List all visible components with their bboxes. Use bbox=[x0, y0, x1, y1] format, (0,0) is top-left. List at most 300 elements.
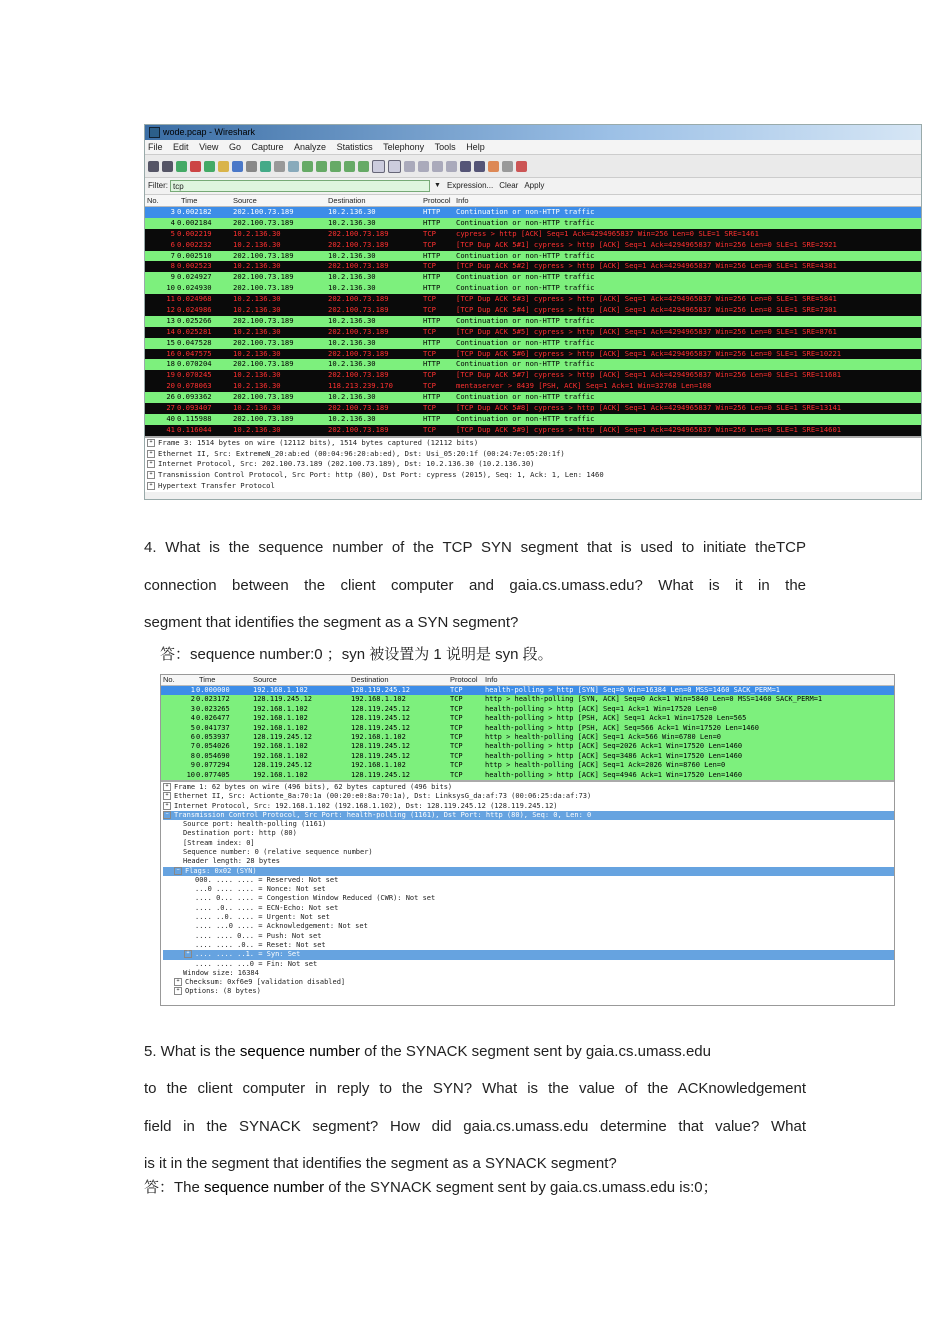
packet-destination: 10.2.136.30 bbox=[328, 217, 376, 227]
packet-row[interactable] bbox=[161, 733, 894, 742]
packet-source: 10.2.136.30 bbox=[233, 381, 281, 391]
help-icon[interactable] bbox=[516, 161, 527, 172]
packet-row[interactable] bbox=[145, 338, 921, 349]
detail-line[interactable] bbox=[163, 904, 894, 913]
packet-row[interactable] bbox=[161, 695, 894, 704]
expand-icon[interactable]: + bbox=[174, 987, 182, 995]
filter-dropdown-icon[interactable]: ▼ bbox=[434, 182, 441, 189]
packet-row[interactable] bbox=[145, 229, 921, 240]
packet-info: Continuation or non-HTTP traffic bbox=[456, 207, 595, 216]
menu-help[interactable]: Help bbox=[466, 142, 485, 152]
packet-protocol: TCP bbox=[423, 294, 436, 304]
packet-destination: 128.119.245.12 bbox=[351, 742, 411, 751]
packet-row[interactable] bbox=[145, 261, 921, 272]
stop-capture-icon[interactable] bbox=[190, 161, 201, 172]
packet-info: health-polling > http [SYN] Seq=0 Win=16384 Len=0 MSS=1460 SACK_PERM=1 bbox=[485, 686, 781, 694]
packet-no: 6 bbox=[170, 239, 175, 249]
packet-info: health-polling > http [PSH, ACK] Seq=566 Ack=1 Win=17520 Len=1460 bbox=[485, 723, 759, 732]
packet-source: 202.100.73.189 bbox=[233, 392, 294, 402]
packet-source: 10.2.136.30 bbox=[233, 305, 281, 315]
packet-row[interactable] bbox=[161, 705, 894, 714]
expand-icon[interactable]: + bbox=[163, 802, 171, 810]
packet-no: 5 bbox=[190, 723, 195, 732]
column-time[interactable]: Time bbox=[181, 196, 198, 205]
window-title: wode.pcap - Wireshark bbox=[163, 127, 256, 137]
column-info[interactable]: Info bbox=[456, 196, 469, 205]
zoom-out-icon[interactable] bbox=[418, 161, 429, 172]
detail-text: ...0 .... .... = Nonce: Not set bbox=[195, 885, 326, 894]
packet-protocol: TCP bbox=[423, 424, 436, 434]
packet-time: 0.002182 bbox=[177, 207, 212, 216]
packet-destination: 128.119.245.12 bbox=[351, 751, 411, 760]
column-no[interactable]: No. bbox=[147, 196, 159, 205]
packet-destination: 202.100.73.189 bbox=[328, 370, 389, 380]
packet-destination: 128.119.245.12 bbox=[351, 770, 411, 779]
packet-protocol: TCP bbox=[450, 695, 463, 704]
answer-5-post: of the SYNACK segment sent by gaia.cs.umass.edu is:0； bbox=[324, 1179, 718, 1196]
packet-protocol: TCP bbox=[423, 261, 436, 271]
packet-destination: 202.100.73.189 bbox=[328, 261, 389, 271]
question-4-line-1: 4. What is the sequence number of the TCP SYN segment that is used to initiate theTCP bbox=[144, 539, 806, 556]
packet-destination: 202.100.73.189 bbox=[328, 348, 389, 358]
packet-destination: 202.100.73.189 bbox=[328, 424, 389, 434]
packet-info: health-polling > http [ACK] Seq=3486 Ack=1 Win=17520 Len=1460 bbox=[485, 751, 743, 760]
packet-time: 0.077294 bbox=[196, 761, 230, 770]
packet-row[interactable] bbox=[145, 251, 921, 262]
packet-source: 202.100.73.189 bbox=[233, 359, 294, 369]
packet-row[interactable] bbox=[145, 327, 921, 338]
packet-time: 0.053937 bbox=[196, 732, 230, 741]
resize-columns-icon[interactable] bbox=[446, 161, 457, 172]
expand-icon[interactable]: + bbox=[147, 460, 155, 468]
packet-row[interactable] bbox=[161, 752, 894, 761]
packet-time: 0.047575 bbox=[177, 348, 212, 358]
go-back-icon[interactable] bbox=[302, 161, 313, 172]
menu-go[interactable]: Go bbox=[228, 142, 241, 152]
reload-icon[interactable] bbox=[260, 161, 271, 172]
packet-row[interactable] bbox=[145, 218, 921, 229]
colorize-icon[interactable] bbox=[372, 160, 385, 173]
packet-source: 192.168.1.102 bbox=[253, 751, 308, 760]
question-5-highlight: sequence number bbox=[239, 1043, 360, 1060]
packet-row[interactable] bbox=[161, 761, 894, 770]
packet-time: 0.002184 bbox=[177, 217, 212, 227]
packet-list bbox=[161, 686, 894, 780]
packet-list-header bbox=[145, 195, 921, 207]
packet-no: 7 bbox=[170, 250, 175, 260]
preferences-icon[interactable] bbox=[502, 161, 513, 172]
detail-line[interactable] bbox=[163, 941, 894, 950]
expand-icon[interactable]: + bbox=[147, 450, 155, 458]
packet-time: 0.024986 bbox=[177, 305, 212, 315]
menu-capture[interactable]: Capture bbox=[251, 142, 284, 152]
packet-destination: 202.100.73.189 bbox=[328, 228, 389, 238]
packet-row[interactable] bbox=[145, 349, 921, 360]
packet-info: Continuation or non-HTTP traffic bbox=[456, 413, 595, 423]
wireshark-screenshot-1 bbox=[144, 124, 922, 500]
column-protocol[interactable]: Protocol bbox=[423, 196, 451, 205]
detail-line[interactable] bbox=[163, 829, 894, 838]
question-5-line-3: field in the SYNACK segment? How did gaia.cs.umass.edu determine that value? What bbox=[144, 1117, 806, 1135]
packet-protocol: HTTP bbox=[423, 413, 441, 423]
packet-row[interactable] bbox=[145, 392, 921, 403]
packet-time: 0.024968 bbox=[177, 294, 212, 304]
expand-icon[interactable]: + bbox=[184, 950, 192, 958]
packet-info: cypress > http [ACK] Seq=1 Ack=4294965837 Win=256 Len=0 SLE=1 SRE=1461 bbox=[456, 228, 759, 238]
question-5-line-1-post: of the SYNACK segment sent by gaia.cs.umass.edu bbox=[359, 1043, 711, 1060]
packet-time: 0.002219 bbox=[177, 228, 212, 238]
packet-info: [TCP Dup ACK 5#9] cypress > http [ACK] Seq=1 Ack=4294965837 Win=256 Len=0 SLE=1 SRE=14601 bbox=[456, 424, 842, 434]
packet-info: http > health-polling [ACK] Seq=1 Ack=2026 Win=8760 Len=0 bbox=[485, 761, 726, 770]
packet-protocol: TCP bbox=[450, 686, 463, 694]
go-first-icon[interactable] bbox=[344, 161, 355, 172]
answer-4: 答：sequence number:0 ；syn 被设置为 1 说明是 syn 段。 bbox=[160, 646, 553, 663]
packet-destination: 10.2.136.30 bbox=[328, 207, 376, 216]
packet-source: 10.2.136.30 bbox=[233, 326, 281, 336]
packet-source: 10.2.136.30 bbox=[233, 261, 281, 271]
packet-no: 1 bbox=[190, 686, 195, 694]
detail-text: .... 0... .... = Congestion Window Reduced (CWR): Not set bbox=[195, 894, 436, 903]
detail-text: Destination port: http (80) bbox=[183, 829, 297, 838]
menu-statistics[interactable]: Statistics bbox=[336, 142, 373, 152]
packet-row[interactable] bbox=[145, 403, 921, 414]
go-last-icon[interactable] bbox=[358, 161, 369, 172]
packet-row[interactable] bbox=[145, 283, 921, 294]
column-destination[interactable]: Destination bbox=[328, 196, 366, 205]
packet-time: 0.000000 bbox=[196, 686, 230, 694]
packet-no: 8 bbox=[190, 751, 195, 760]
packet-protocol: TCP bbox=[450, 704, 463, 713]
packet-row[interactable] bbox=[161, 686, 894, 695]
detail-text: .... .0.. .... = ECN-Echo: Not set bbox=[195, 903, 339, 912]
packet-time: 0.002523 bbox=[177, 261, 212, 271]
packet-source: 10.2.136.30 bbox=[233, 228, 281, 238]
packet-source: 202.100.73.189 bbox=[233, 337, 294, 347]
detail-line[interactable] bbox=[163, 960, 894, 969]
packet-info: health-polling > http [ACK] Seq=2026 Ack=1 Win=17520 Len=1460 bbox=[485, 742, 743, 751]
detail-text: .... ..0. .... = Urgent: Not set bbox=[195, 913, 330, 922]
packet-row[interactable] bbox=[145, 370, 921, 381]
packet-info: Continuation or non-HTTP traffic bbox=[456, 337, 595, 347]
detail-text: 000. .... .... = Reserved: Not set bbox=[195, 875, 339, 884]
detail-text: Transmission Control Protocol, Src Port: http (80), Dst Port: cypress (2015), Seq: 1, Ack: 1, Len: 1460 bbox=[158, 470, 604, 480]
question-4-line-2: connection between the client computer and gaia.cs.umass.edu? What is it in the bbox=[144, 576, 806, 594]
packet-protocol: TCP bbox=[423, 348, 436, 358]
packet-info: http > health-polling [ACK] Seq=1 Ack=566 Win=6780 Len=0 bbox=[485, 732, 722, 741]
packet-no: 2 bbox=[190, 695, 195, 704]
packet-no: 14 bbox=[166, 326, 175, 336]
zoom-in-icon[interactable] bbox=[404, 161, 415, 172]
packet-time: 0.025281 bbox=[177, 326, 212, 336]
detail-line[interactable] bbox=[163, 867, 894, 876]
packet-no: 11 bbox=[166, 294, 175, 304]
packet-time: 0.023172 bbox=[196, 695, 230, 704]
packet-no: 10 bbox=[186, 770, 195, 779]
packet-row[interactable] bbox=[145, 414, 921, 425]
packet-protocol: TCP bbox=[423, 370, 436, 380]
packet-protocol: HTTP bbox=[423, 272, 441, 282]
packet-time: 0.078063 bbox=[177, 381, 212, 391]
detail-line[interactable] bbox=[147, 438, 921, 449]
packet-source: 10.2.136.30 bbox=[233, 294, 281, 304]
autoscroll-icon[interactable] bbox=[388, 160, 401, 173]
detail-line[interactable] bbox=[163, 857, 894, 866]
detail-text: Internet Protocol, Src: 202.100.73.189 (202.100.73.189), Dst: 10.2.136.30 (10.2.136.30) bbox=[158, 459, 535, 469]
detail-line[interactable] bbox=[163, 876, 894, 885]
packet-info: [TCP Dup ACK 5#8] cypress > http [ACK] Seq=1 Ack=4294965837 Win=256 Len=0 SLE=1 SRE=13141 bbox=[456, 403, 842, 413]
expand-icon[interactable]: + bbox=[147, 439, 155, 447]
packet-destination: 202.100.73.189 bbox=[328, 305, 389, 315]
packet-protocol: HTTP bbox=[423, 217, 441, 227]
packet-destination: 202.100.73.189 bbox=[328, 239, 389, 249]
packet-protocol: HTTP bbox=[423, 283, 441, 293]
window-title-bar bbox=[145, 125, 921, 140]
go-forward-icon[interactable] bbox=[316, 161, 327, 172]
packet-info: Continuation or non-HTTP traffic bbox=[456, 250, 595, 260]
display-filters-icon[interactable] bbox=[474, 161, 485, 172]
packet-destination: 128.119.245.12 bbox=[351, 686, 411, 694]
detail-line[interactable] bbox=[147, 449, 921, 460]
menu-edit[interactable]: Edit bbox=[173, 142, 189, 152]
packet-time: 0.002232 bbox=[177, 239, 212, 249]
detail-line[interactable] bbox=[163, 932, 894, 941]
packet-details bbox=[145, 436, 921, 492]
packet-row[interactable] bbox=[161, 742, 894, 751]
menu-telephony[interactable]: Telephony bbox=[383, 142, 425, 152]
packet-info: Continuation or non-HTTP traffic bbox=[456, 283, 595, 293]
packet-row[interactable] bbox=[145, 305, 921, 316]
packet-info: [TCP Dup ACK 5#7] cypress > http [ACK] Seq=1 Ack=4294965837 Win=256 Len=0 SLE=1 SRE=11681 bbox=[456, 370, 842, 380]
start-capture-icon[interactable] bbox=[176, 161, 187, 172]
find-icon[interactable] bbox=[288, 161, 299, 172]
packet-time: 0.024930 bbox=[177, 283, 212, 293]
menu-tools[interactable]: Tools bbox=[434, 142, 456, 152]
question-5-line-4: is it in the segment that identifies the segment as a SYNACK segment? bbox=[144, 1154, 617, 1172]
packet-no: 27 bbox=[166, 403, 175, 413]
detail-line[interactable] bbox=[163, 894, 894, 903]
packet-row[interactable] bbox=[145, 359, 921, 370]
expand-icon[interactable]: + bbox=[174, 978, 182, 986]
packet-time: 0.093362 bbox=[177, 392, 212, 402]
packet-protocol: TCP bbox=[450, 732, 463, 741]
packet-destination: 192.168.1.102 bbox=[351, 732, 406, 741]
packet-no: 40 bbox=[166, 413, 175, 423]
interfaces-icon[interactable] bbox=[148, 161, 159, 172]
packet-no: 19 bbox=[166, 370, 175, 380]
detail-line[interactable] bbox=[163, 848, 894, 857]
detail-line[interactable] bbox=[147, 459, 921, 470]
open-file-icon[interactable] bbox=[218, 161, 229, 172]
packet-source: 10.2.136.30 bbox=[233, 424, 281, 434]
packet-time: 0.115988 bbox=[177, 413, 212, 423]
packet-protocol: TCP bbox=[423, 403, 436, 413]
expand-icon[interactable]: + bbox=[147, 471, 155, 479]
packet-time: 0.070204 bbox=[177, 359, 212, 369]
detail-text: Ethernet II, Src: ExtremeN_20:ab:ed (00:04:96:20:ab:ed), Dst: Usi_05:20:1f (00:24:7e:05:20:1f) bbox=[158, 448, 565, 458]
packet-row[interactable] bbox=[161, 771, 894, 780]
close-file-icon[interactable] bbox=[246, 161, 257, 172]
packet-protocol: TCP bbox=[450, 751, 463, 760]
detail-line[interactable] bbox=[163, 885, 894, 894]
packet-info: Continuation or non-HTTP traffic bbox=[456, 359, 595, 369]
packet-destination: 192.168.1.102 bbox=[351, 761, 406, 770]
packet-info: Continuation or non-HTTP traffic bbox=[456, 217, 595, 227]
packet-protocol: HTTP bbox=[423, 315, 441, 325]
wireshark-screenshot-2 bbox=[160, 674, 895, 1006]
detail-line[interactable] bbox=[163, 839, 894, 848]
detail-text: Flags: 0x02 (SYN) bbox=[185, 866, 257, 875]
clear-button[interactable]: Clear bbox=[499, 181, 519, 190]
packet-source: 202.100.73.189 bbox=[233, 315, 294, 325]
capture-filters-icon[interactable] bbox=[460, 161, 471, 172]
column-info[interactable]: Info bbox=[485, 675, 498, 684]
detail-line[interactable] bbox=[163, 820, 894, 829]
detail-line[interactable] bbox=[163, 969, 894, 978]
detail-text: Frame 1: 62 bytes on wire (496 bits), 62 bytes captured (496 bits) bbox=[174, 782, 453, 791]
packet-row[interactable] bbox=[161, 724, 894, 733]
packet-source: 10.2.136.30 bbox=[233, 370, 281, 380]
packet-destination: 10.2.136.30 bbox=[328, 413, 376, 423]
detail-line[interactable] bbox=[163, 792, 894, 801]
packet-source: 192.168.1.102 bbox=[253, 714, 308, 723]
column-time[interactable]: Time bbox=[199, 675, 216, 684]
packet-no: 8 bbox=[170, 261, 175, 271]
packet-info: health-polling > http [PSH, ACK] Seq=1 Ack=1 Win=17520 Len=565 bbox=[485, 714, 747, 723]
packet-details bbox=[161, 780, 894, 997]
packet-no: 5 bbox=[170, 228, 175, 238]
packet-no: 4 bbox=[170, 217, 175, 227]
question-5 bbox=[144, 1033, 806, 1182]
detail-line[interactable] bbox=[147, 470, 921, 481]
collapse-icon[interactable]: − bbox=[174, 867, 182, 875]
packet-info: mentaserver > 8439 [PSH, ACK] Seq=1 Ack=1 Win=32768 Len=108 bbox=[456, 381, 712, 391]
packet-destination: 10.2.136.30 bbox=[328, 272, 376, 282]
zoom-normal-icon[interactable] bbox=[432, 161, 443, 172]
question-4-line-3: segment that identifies the segment as a SYN segment? bbox=[144, 614, 519, 631]
answer-5 bbox=[144, 1177, 718, 1199]
packet-destination: 118.213.239.170 bbox=[328, 381, 393, 391]
menu-file[interactable]: File bbox=[148, 142, 163, 152]
detail-text: Transmission Control Protocol, Src Port: health-polling (1161), Dst Port: http (80), Seq: 0, Len: 0 bbox=[174, 810, 592, 819]
menu-analyze[interactable]: Analyze bbox=[294, 142, 327, 152]
packet-destination: 10.2.136.30 bbox=[328, 337, 376, 347]
menu-view[interactable]: View bbox=[199, 142, 219, 152]
expression-button[interactable]: Expression... bbox=[446, 181, 494, 190]
filter-bar bbox=[145, 178, 921, 195]
packet-info: Continuation or non-HTTP traffic bbox=[456, 272, 595, 282]
packet-destination: 10.2.136.30 bbox=[328, 359, 376, 369]
column-no[interactable]: No. bbox=[163, 675, 175, 684]
packet-source: 192.168.1.102 bbox=[253, 686, 308, 694]
packet-row[interactable] bbox=[145, 240, 921, 251]
packet-source: 192.168.1.102 bbox=[253, 723, 308, 732]
packet-protocol: HTTP bbox=[423, 207, 441, 216]
packet-protocol: TCP bbox=[450, 770, 463, 779]
detail-text: Hypertext Transfer Protocol bbox=[158, 480, 275, 490]
packet-time: 0.002510 bbox=[177, 250, 212, 260]
packet-row[interactable] bbox=[145, 272, 921, 283]
packet-source: 128.119.245.12 bbox=[253, 695, 313, 704]
coloring-rules-icon[interactable] bbox=[488, 161, 499, 172]
answer-5-highlight: sequence number bbox=[204, 1179, 325, 1196]
detail-line[interactable] bbox=[163, 950, 894, 959]
packet-destination: 10.2.136.30 bbox=[328, 315, 376, 325]
packet-source: 128.119.245.12 bbox=[253, 761, 313, 770]
detail-line[interactable] bbox=[163, 922, 894, 931]
packet-destination: 202.100.73.189 bbox=[328, 294, 389, 304]
detail-text: Checksum: 0xf6e9 [validation disabled] bbox=[185, 978, 346, 987]
packet-source: 10.2.136.30 bbox=[233, 239, 281, 249]
column-destination[interactable]: Destination bbox=[351, 675, 389, 684]
expand-icon[interactable]: + bbox=[147, 482, 155, 490]
options-icon[interactable] bbox=[162, 161, 173, 172]
packet-protocol: TCP bbox=[450, 761, 463, 770]
column-protocol[interactable]: Protocol bbox=[450, 675, 478, 684]
detail-text: Internet Protocol, Src: 192.168.1.102 (192.168.1.102), Dst: 128.119.245.12 (128.119.245.12) bbox=[174, 801, 558, 810]
filter-label: Filter: bbox=[148, 181, 168, 190]
packet-info: health-polling > http [ACK] Seq=4946 Ack=1 Win=17520 Len=1460 bbox=[485, 770, 743, 779]
detail-line[interactable] bbox=[163, 987, 894, 996]
detail-line[interactable] bbox=[147, 481, 921, 492]
save-file-icon[interactable] bbox=[232, 161, 243, 172]
packet-source: 192.168.1.102 bbox=[253, 704, 308, 713]
detail-line[interactable] bbox=[163, 811, 894, 820]
apply-button[interactable]: Apply bbox=[524, 181, 545, 190]
column-source[interactable]: Source bbox=[253, 675, 277, 684]
answer-5-pre: 答：The bbox=[144, 1179, 205, 1196]
packet-source: 192.168.1.102 bbox=[253, 742, 308, 751]
packet-no: 18 bbox=[166, 359, 175, 369]
packet-info: health-polling > http [ACK] Seq=1 Ack=1 Win=17520 Len=0 bbox=[485, 704, 717, 713]
print-icon[interactable] bbox=[274, 161, 285, 172]
packet-no: 13 bbox=[166, 315, 175, 325]
packet-no: 16 bbox=[166, 348, 175, 358]
packet-no: 4 bbox=[190, 714, 195, 723]
menu-bar bbox=[145, 140, 921, 155]
detail-text: .... .... .0.. = Reset: Not set bbox=[195, 940, 326, 949]
packet-info: Continuation or non-HTTP traffic bbox=[456, 392, 595, 402]
expand-icon[interactable]: + bbox=[163, 783, 171, 791]
go-to-packet-icon[interactable] bbox=[330, 161, 341, 172]
packet-time: 0.116044 bbox=[177, 424, 212, 434]
packet-row[interactable] bbox=[145, 381, 921, 392]
packet-row[interactable] bbox=[145, 294, 921, 305]
detail-line[interactable] bbox=[163, 783, 894, 792]
question-5-line-1 bbox=[144, 1033, 806, 1070]
detail-line[interactable] bbox=[163, 802, 894, 811]
packet-row[interactable] bbox=[145, 316, 921, 327]
restart-capture-icon[interactable] bbox=[204, 161, 215, 172]
packet-row[interactable] bbox=[145, 207, 921, 218]
column-source[interactable]: Source bbox=[233, 196, 257, 205]
collapse-icon[interactable]: − bbox=[163, 811, 171, 819]
packet-row[interactable] bbox=[161, 714, 894, 723]
detail-line[interactable] bbox=[163, 978, 894, 987]
packet-time: 0.054026 bbox=[196, 742, 230, 751]
detail-line[interactable] bbox=[163, 913, 894, 922]
packet-protocol: HTTP bbox=[423, 392, 441, 402]
expand-icon[interactable]: + bbox=[163, 792, 171, 800]
packet-time: 0.047528 bbox=[177, 337, 212, 347]
filter-input[interactable]: tcp bbox=[170, 180, 430, 192]
packet-source: 202.100.73.189 bbox=[233, 272, 294, 282]
packet-protocol: TCP bbox=[423, 228, 436, 238]
detail-text: Frame 3: 1514 bytes on wire (12112 bits), 1514 bytes captured (12112 bits) bbox=[158, 437, 479, 447]
packet-row[interactable] bbox=[145, 425, 921, 436]
packet-no: 3 bbox=[190, 704, 195, 713]
packet-time: 0.025266 bbox=[177, 315, 212, 325]
packet-no: 3 bbox=[170, 207, 175, 216]
